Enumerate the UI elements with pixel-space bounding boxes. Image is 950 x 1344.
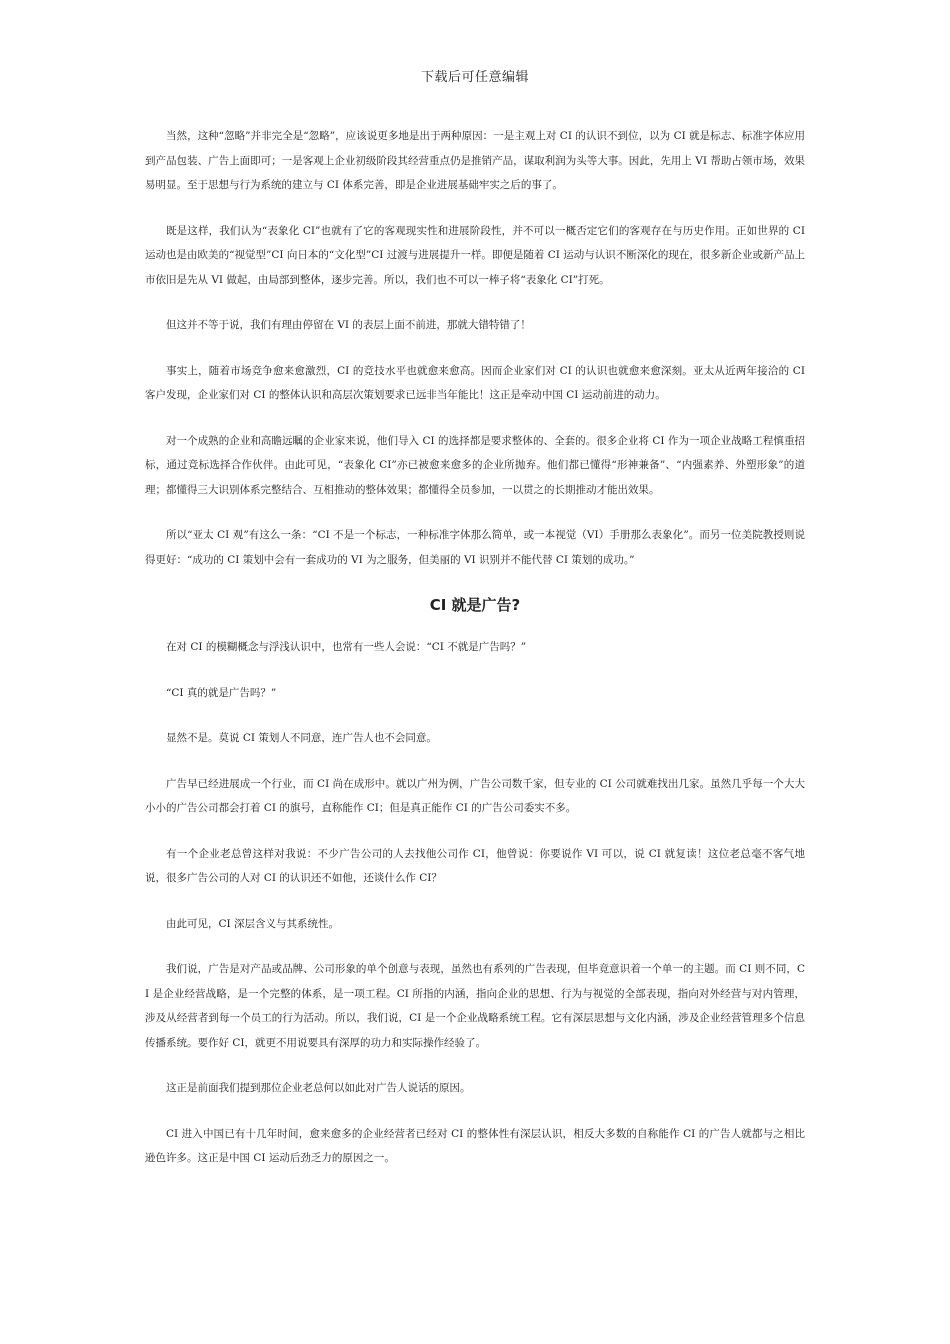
paragraph: 但这并不等于说，我们有理由停留在 VI 的表层上面不前进，那就大错特错了！	[166, 319, 531, 331]
paragraph: 在对 CI 的模糊概念与浮浅认识中，也常有一些人会说：“CI 不就是广告吗？”	[166, 641, 527, 653]
paragraph: 既是这样，我们认为“表象化 CI”也就有了它的客观现实性和进展阶段性，并不可以一概否定它们的客观存在与历史作用。正如世界的 CI 运动也是由欧美的“视觉型”CI 向日本的“文化型”CI 过渡与进展提升一样。即便是随着 CI 运动与认识不断深化的现在，很多新企业或新产品上市依旧是先从 VI 做起，由局部到整体，逐步完善。所以，我们也不可以一棒子将“表象化 CI”打死。	[145, 224, 805, 286]
document-body	[145, 124, 805, 1192]
paragraph: CI 进入中国已有十几年时间，愈来愈多的企业经营者已经对 CI 的整体性有深层认识，相反大多数的自称能作 CI 的广告人就都与之相比逊色许多。这正是中国 CI 运动后劲乏力的原因之一。	[145, 1127, 805, 1164]
paragraph: “CI 真的就是广告吗？”	[166, 686, 277, 699]
paragraph: 由此可见，CI 深层含义与其系统性。	[166, 917, 340, 930]
paragraph: 对一个成熟的企业和高瞻远瞩的企业家来说，他们导入 CI 的选择都是要求整体的、全套的。很多企业将 CI 作为一项企业战略工程慎重招标，通过竞标选择合作伙伴。由此可见，“表象化 CI”亦已被愈来愈多的企业所抛弃。他们都已懂得“形神兼备”、“内强素养、外塑形象”的道理；都懂得三大识别体系完整结合、互相推动的整体效果；都懂得全员参加，一以贯之的长期推动才能出效果。	[145, 434, 805, 496]
section-title: CI 就是广告?	[429, 596, 521, 614]
paragraph: 显然不是。莫说 CI 策划人不同意，连广告人也不会同意。	[166, 732, 437, 744]
paragraph: 广告早已经进展成一个行业，而 CI 尚在成形中。就以广州为例，广告公司数千家，但专业的 CI 公司就难找出几家。虽然几乎每一个大大小小的广告公司都会打着 CI 的旗号，直称能作 CI；但是真正能作 CI 的广告公司委实不多。	[145, 777, 805, 814]
page-header: 下载后可任意编辑	[420, 70, 529, 85]
paragraph: 这正是前面我们提到那位企业老总何以如此对广告人说话的原因。	[166, 1082, 471, 1094]
paragraph: 当然，这种“忽略”并非完全是“忽略”，应该说更多地是出于两种原因：一是主观上对 CI 的认识不到位，以为 CI 就是标志、标准字体应用到产品包装、广告上面即可；一是客观上企业初级阶段其经营重点仍是推销产品，谋取利润为头等大事。因此，先用上 VI 帮助占领市场，效果易明显。至于思想与行为系统的建立与 CI 体系完善，即是企业进展基础牢实之后的事了。	[145, 130, 805, 191]
paragraph: 事实上，随着市场竞争愈来愈激烈，CI 的竞技水平也就愈来愈高。因而企业家们对 CI 的认识也就愈来愈深刻。亚太从近两年接洽的 CI 客户发现，企业家们对 CI 的整体认识和高层次策划要求已远非当年能比！这正是牵动中国 CI 运动前进的动力。	[145, 364, 805, 401]
paragraph: 所以“亚太 CI 观”有这么一条：“CI 不是一个标志，一种标准字体那么简单，或一本视觉（VI）手册那么表象化”。而另一位美院教授则说得更好：“成功的 CI 策划中会有一套成功的 VI 为之服务，但美丽的 VI 识别并不能代替 CI 策划的成功。”	[145, 529, 805, 566]
paragraph: 我们说，广告是对产品或品牌、公司形象的单个创意与表现，虽然也有系列的广告表现，但毕竟意识着一个单一的主题。而 CI 则不同，CI 是企业经营战略，是一个完整的体系，是一项工程。CI 所指的内涵，指向企业的思想、行为与视觉的全部表现，指向对外经营与对内管理，涉及从经营者到每一个员工的行为活动。所以，我们说，CI 是一个企业战略系统工程。它有深层思想与文化内涵，涉及企业经营管理多个信息传播系统。要作好 CI，就更不用说要具有深厚的功力和实际操作经验了。	[145, 963, 805, 1049]
paragraph: 有一个企业老总曾这样对我说：不少广告公司的人去找他公司作 CI，他曾说：你要说作 VI 可以，说 CI 就复读！这位老总毫不客气地说，很多广告公司的人对 CI 的认识还不如他，还谈什么作 CI？	[145, 847, 805, 884]
